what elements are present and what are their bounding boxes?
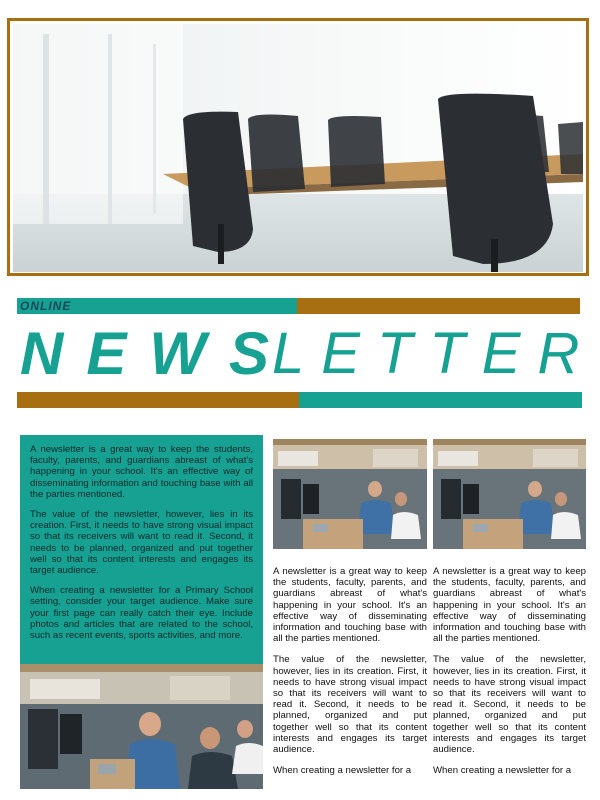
masthead-title-bold: NEWS <box>20 320 292 387</box>
article-paragraph: When creating a newsletter for a <box>273 765 412 777</box>
article-paragraph: A newsletter is a great way to keep the students, faculty, parents, and guardians abreast of what's happening in your school. It's an effective way of disseminating information and touching base with all the parties mentioned. <box>433 566 586 645</box>
office-team-photo-column-1 <box>273 439 427 549</box>
article-column-2 <box>433 566 586 780</box>
hero-photo-conference-room <box>13 24 583 272</box>
intro-paragraph: The value of the newsletter, however, lies in its creation. First, it needs to have strong visual impact so that its receivers will want to read it. Second, it needs to be planned, organized and put together well so that its content interests and engages its target audience. <box>30 509 253 577</box>
intro-text-box <box>20 435 263 665</box>
article-column-1 <box>273 566 427 780</box>
article-paragraph: The value of the newsletter, however, lies in its creation. First, it needs to have strong visual impact so that its receivers will want to read it. Second, it needs to be planned, organized and put together well so that its content interests and engages its target audience. <box>273 654 427 756</box>
article-paragraph: When creating a newsletter for a <box>433 765 572 777</box>
masthead-top-gold-bar <box>297 298 580 314</box>
office-team-photo-column-2 <box>433 439 586 549</box>
masthead-bottom-gold-bar <box>17 392 299 408</box>
masthead-kicker: ONLINE <box>20 299 72 313</box>
masthead-title-light: LETTER <box>272 321 597 386</box>
intro-paragraph: When creating a newsletter for a Primary School setting, consider your target audience. Make sure your first page can really catch their eye. Include photos and articles that are related to the school, such as recent events, sports activities, and more. <box>30 585 253 642</box>
article-paragraph: The value of the newsletter, however, lies in its creation. First, it needs to have strong visual impact so that its receivers will want to read it. Second, it needs to be planned, organized and put together well so that its content interests and engages its target audience. <box>433 654 586 756</box>
article-paragraph: A newsletter is a great way to keep the students, faculty, parents, and guardians abreast of what's happening in your school. It's an effective way of disseminating information and touching base with all the parties mentioned. <box>273 566 427 645</box>
intro-paragraph: A newsletter is a great way to keep the students, faculty, parents, and guardians abreast of what's happening in your school. It's an effective way of disseminating information and touching base with all the parties mentioned. <box>30 444 253 500</box>
office-team-photo-large <box>20 664 263 789</box>
masthead-bottom-teal-bar <box>299 392 582 408</box>
